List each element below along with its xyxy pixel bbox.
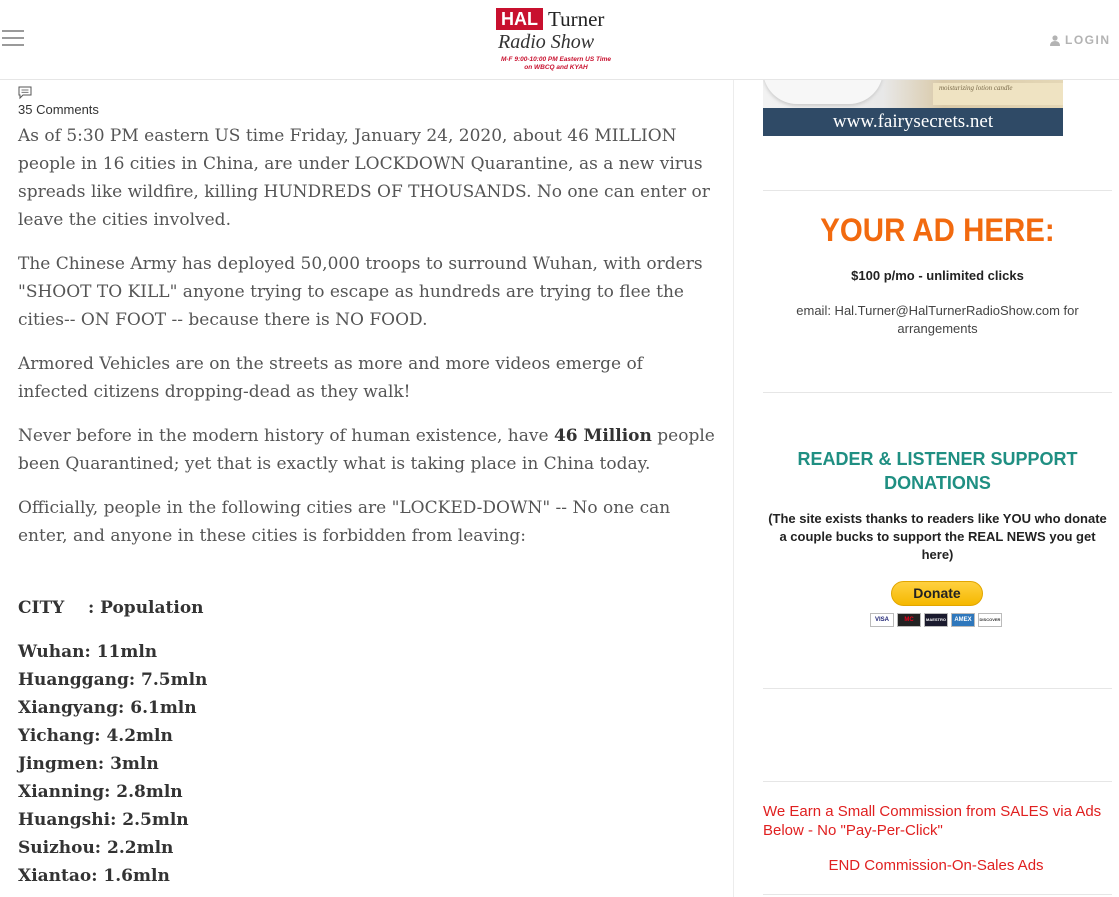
paragraph-text: Never before in the modern history of human existence, have <box>18 426 554 446</box>
visa-icon: VISA <box>870 613 894 627</box>
city-row: Wuhan: 11mln <box>18 642 158 662</box>
support-donations-title: READER & LISTENER SUPPORT DONATIONS <box>797 449 1078 493</box>
city-row: Xiangyang: 6.1mln <box>18 698 197 718</box>
comments-count-link[interactable]: 35 Comments <box>18 102 99 117</box>
user-icon <box>1050 35 1060 46</box>
fairysecrets-ad-banner[interactable] <box>763 80 1063 136</box>
article-body <box>18 122 718 890</box>
city-row: Jingmen: 3mln <box>18 754 159 774</box>
support-note: (The site exists thanks to readers like YOU who donate a couple bucks to support the REAL NEWS you get here) <box>768 511 1107 562</box>
ad-email-contact: email: Hal.Turner@HalTurnerRadioShow.com for arrangements <box>796 303 1079 336</box>
city-table-header: CITY : Population <box>18 598 204 618</box>
article-paragraph: The Chinese Army has deployed 50,000 troops to surround Wuhan, with orders "SHOOT TO KILL" anyone trying to escape as hundreds are trying to flee the cities-- ON FOOT -- because there is NO FOOD. <box>18 254 703 330</box>
city-row: Xiantao: 1.6mln <box>18 866 170 886</box>
site-logo[interactable] <box>496 6 626 74</box>
divider <box>763 688 1112 689</box>
site-header <box>0 0 1119 80</box>
divider <box>763 190 1112 191</box>
city-row: Huanggang: 7.5mln <box>18 670 208 690</box>
article-paragraph <box>18 422 718 478</box>
ad-price: $100 p/mo - unlimited clicks <box>851 268 1024 283</box>
login-button[interactable] <box>1050 33 1111 47</box>
logo-tagline-line-1: M-F 9:00-10:00 PM Eastern US Time <box>500 56 612 63</box>
divider <box>763 392 1112 393</box>
article-paragraph: Officially, people in the following cities are "LOCKED-DOWN" -- No one can enter, and anyone in these cities is forbidden from leaving: <box>18 498 671 546</box>
paragraph-text: people been Quarantined; yet that is exactly what is taking place in China today. <box>18 426 715 474</box>
logo-turner: Turner <box>548 7 605 31</box>
end-commission-notice: END Commission-On-Sales Ads <box>828 857 1044 874</box>
logo-radio-show: Radio Show <box>498 31 595 53</box>
bold-text: 46 Million <box>553 426 652 446</box>
article-paragraph: As of 5:30 PM eastern US time Friday, January 24, 2020, about 46 MILLION people in 16 cities in China, are under LOCKDOWN Quarantine, as a new virus spreads like wildfire, killing HUNDREDS OF THOUSANDS. No one can enter or leave the cities involved. <box>18 126 710 230</box>
your-ad-here-title: YOUR AD HERE: <box>820 212 1055 248</box>
donate-button[interactable]: Donate <box>891 581 983 606</box>
divider <box>763 781 1112 782</box>
logo-tagline <box>496 56 616 72</box>
ad-banner-url: www.fairysecrets.net <box>763 108 1063 136</box>
logo-hal: HAL <box>496 8 543 30</box>
logo-tagline-line-2: on WBCQ and KYAH <box>524 64 588 71</box>
commission-notice: We Earn a Small Commission from SALES via Ads Below - No "Pay-Per-Click" <box>763 803 1102 839</box>
city-row: Xianning: 2.8mln <box>18 782 183 802</box>
payment-cards <box>870 613 1010 627</box>
mastercard-icon: MC <box>897 613 921 627</box>
comment-icon[interactable] <box>18 86 32 100</box>
city-row: Huangshi: 2.5mln <box>18 810 189 830</box>
ad-banner-label: moisturizing lotion candle <box>933 83 1063 105</box>
article-paragraph: Armored Vehicles are on the streets as more and more videos emerge of infected citizens dropping-dead as they walk! <box>18 354 643 402</box>
maestro-icon: MAESTRO <box>924 613 948 627</box>
column-divider <box>733 80 734 897</box>
divider <box>763 894 1112 895</box>
login-label: LOGIN <box>1065 33 1111 47</box>
amex-icon: AMEX <box>951 613 975 627</box>
menu-icon[interactable] <box>2 30 24 46</box>
discover-icon: DISCOVER <box>978 613 1002 627</box>
city-row: Suizhou: 2.2mln <box>18 838 174 858</box>
city-row: Yichang: 4.2mln <box>18 726 173 746</box>
